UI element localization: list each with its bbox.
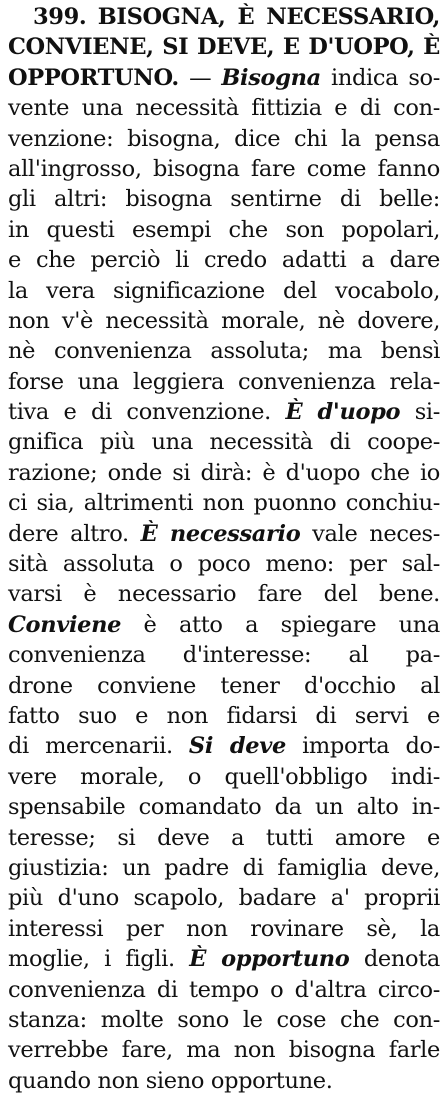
text-line: fatto suo e non fidarsi di servi e bbox=[8, 702, 440, 729]
text-line bbox=[8, 944, 440, 974]
text-line: interessi per non rovinare sè, la bbox=[8, 915, 440, 942]
text-line: non v'è necessità morale, nè dovere, bbox=[8, 307, 440, 334]
term-e-necessario: È necessario bbox=[140, 520, 301, 547]
entry-headwords-3: OPPORTUNO. bbox=[8, 64, 179, 91]
text-line: spensabile comandato da un alto in- bbox=[8, 794, 440, 821]
text-line: quando non sieno opportune. bbox=[8, 1067, 333, 1094]
term-e-opportuno: È opportuno bbox=[189, 946, 350, 973]
text-line: teresse; si deve a tutti amore e bbox=[8, 824, 440, 851]
text-line: drone conviene tener d'occhio al bbox=[8, 672, 440, 699]
entry-heading-line-2 bbox=[8, 32, 440, 62]
text-line bbox=[8, 519, 440, 549]
text-line: vente una necessità fittizia e di con- bbox=[8, 95, 440, 122]
text-segment: di mercenarii. bbox=[8, 733, 189, 760]
term-si-deve: Si deve bbox=[188, 733, 286, 760]
text-line: giustizia: un padre di famiglia deve, bbox=[8, 854, 440, 881]
text-segment: è atto a spiegare una bbox=[121, 611, 440, 638]
text-line: e che perciò li credo adatti a dare bbox=[8, 247, 440, 274]
text-line: convenienza di tempo o d'altra circo- bbox=[8, 976, 440, 1003]
text-line bbox=[8, 731, 440, 761]
text-line bbox=[8, 610, 440, 640]
entry-heading-line-1 bbox=[8, 2, 440, 32]
text-line: stanza: molte sono le cose che con- bbox=[8, 1006, 440, 1033]
entry-headwords: BISOGNA, È NECESSARIO, bbox=[97, 4, 440, 30]
text-line: razione; onde si dirà: è d'uopo che io bbox=[8, 459, 440, 486]
text-line bbox=[8, 397, 440, 427]
text-line: gnifica più una necessità di coope- bbox=[8, 429, 440, 456]
term-bisogna: Bisogna bbox=[221, 64, 321, 91]
text-line: varsi è necessario fare del bene. bbox=[8, 581, 440, 608]
entry-heading-line-3 bbox=[8, 63, 440, 93]
dash: — bbox=[189, 64, 222, 91]
text-line: vere morale, o quell'obbligo indi- bbox=[8, 763, 440, 790]
text-segment: denota bbox=[349, 946, 440, 973]
text-line: convenienza d'interesse: al pa- bbox=[8, 642, 440, 669]
text-line: in questi esempi che son popolari, bbox=[8, 216, 440, 243]
text-line: sità assoluta o poco meno: per sal- bbox=[8, 551, 440, 578]
text-line: forse una leggiera convenienza rela- bbox=[8, 368, 440, 395]
term-conviene: Conviene bbox=[8, 611, 122, 638]
text-line: gli altri: bisogna sentirne di belle: bbox=[8, 186, 440, 213]
term-e-duopo: È d'uopo bbox=[285, 399, 401, 426]
text-segment: importa do- bbox=[285, 733, 440, 760]
text-segment: dere altro. bbox=[8, 520, 141, 547]
text-segment: tiva e di convenzione. bbox=[8, 399, 286, 426]
text-line: verrebbe fare, ma non bisogna farle bbox=[8, 1037, 440, 1064]
text-segment: si- bbox=[400, 399, 440, 426]
dictionary-entry bbox=[8, 2, 440, 1096]
text-segment: indica so- bbox=[320, 64, 441, 91]
text-line: nè convenienza assoluta; ma bensì bbox=[8, 338, 440, 365]
text-line: venzione: bisogna, dice chi la pensa bbox=[8, 125, 440, 152]
entry-number: 399. bbox=[33, 4, 87, 30]
entry-headwords-2: CONVIENE, SI DEVE, E D'UOPO, È bbox=[8, 34, 440, 61]
text-line: la vera significazione del vocabolo, bbox=[8, 277, 440, 304]
text-line: all'ingrosso, bisogna fare come fanno bbox=[8, 155, 440, 182]
text-segment: vale neces- bbox=[300, 520, 440, 547]
text-line: più d'uno scapolo, badare a' proprii bbox=[8, 885, 440, 912]
text-segment: moglie, i figli. bbox=[8, 946, 190, 973]
text-line: ci sia, altrimenti non puonno conchiu- bbox=[8, 490, 440, 517]
